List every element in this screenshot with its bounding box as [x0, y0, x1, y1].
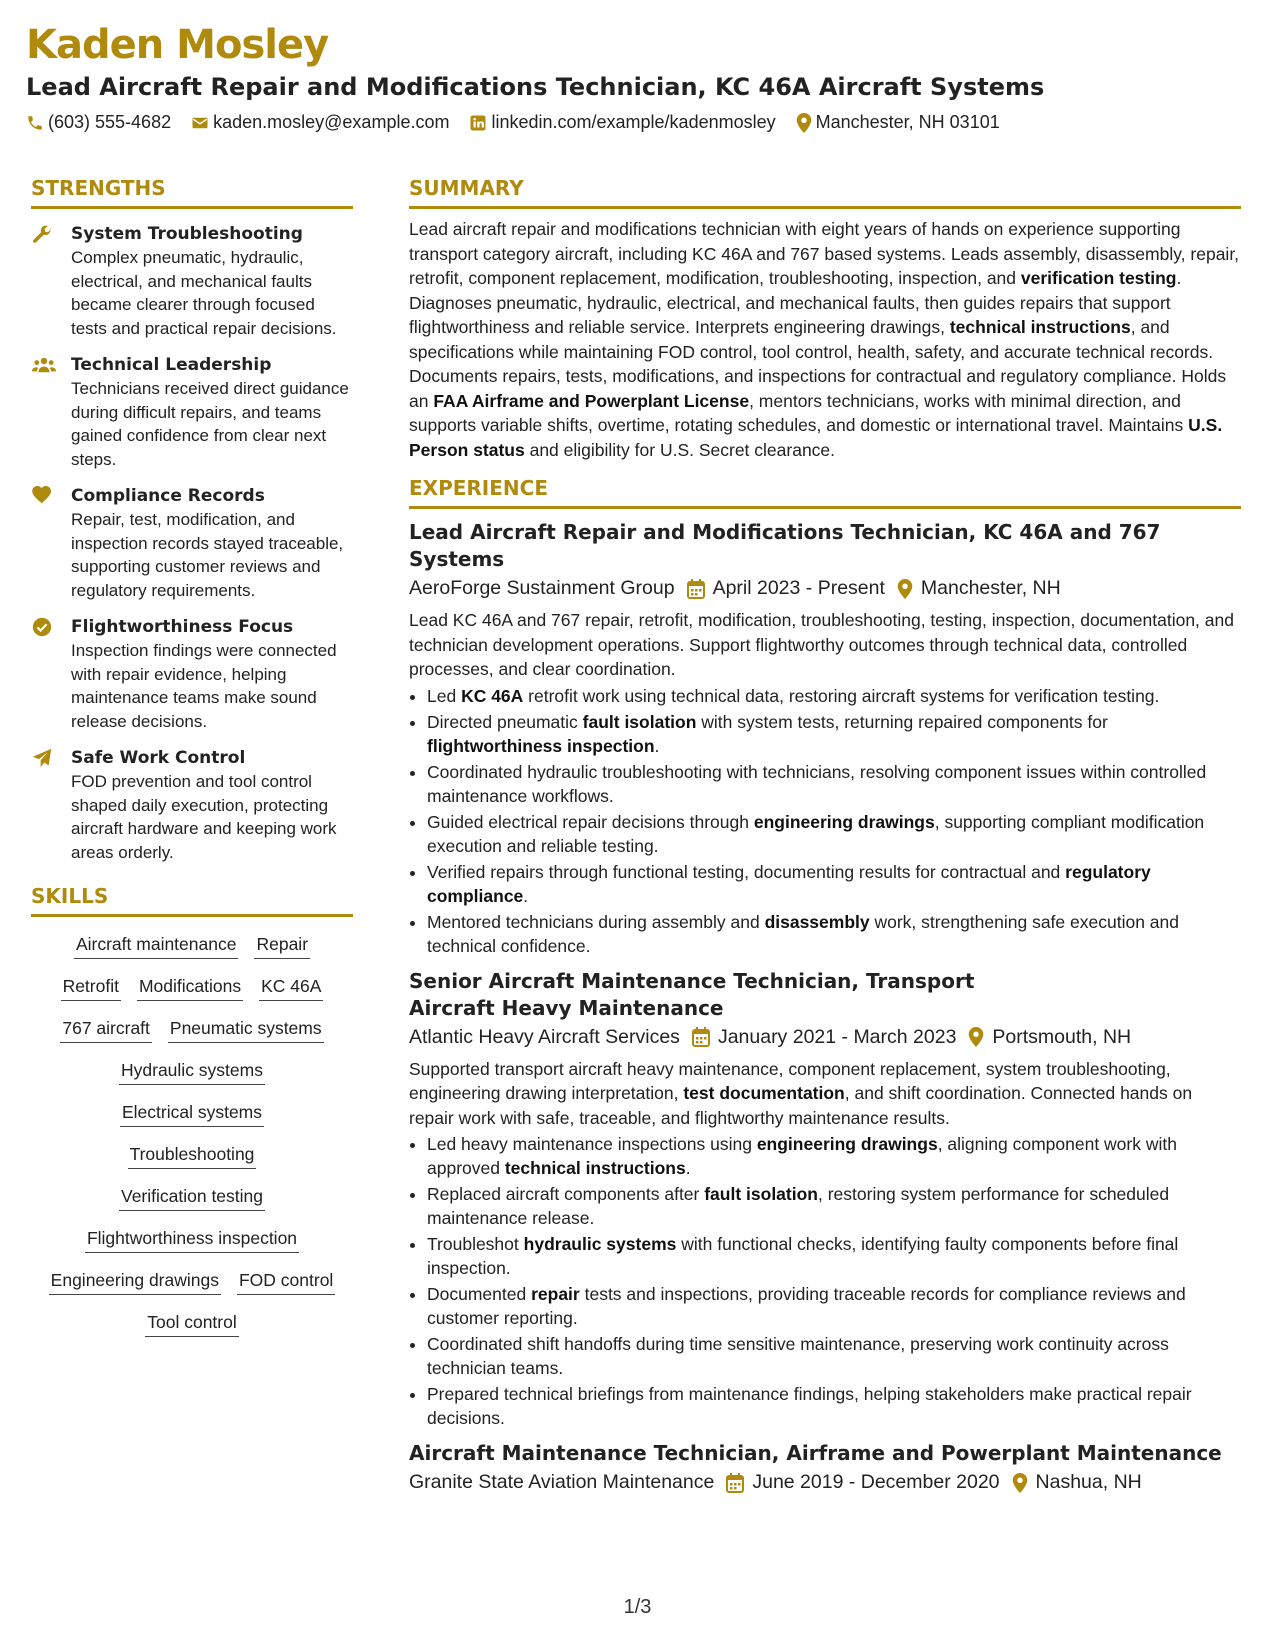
job-bullet: • Troubleshot hydraulic systems with functional checks, identifying faulty components before final inspection.	[427, 1232, 1241, 1280]
bold-keyword: FAA Airframe and Powerplant License	[433, 390, 750, 411]
job-title: Lead Aircraft Repair and Modifications Technician, KC 46A and 767 Systems	[409, 520, 1161, 571]
job-bullet: • Verified repairs through functional testing, documenting results for contractual and regulatory compliance.	[427, 860, 1241, 908]
strengths-heading: STRENGTHS	[31, 176, 353, 209]
job-bullet: • Led KC 46A retrofit work using technical data, restoring aircraft systems for verification testing.	[427, 684, 1241, 708]
strength-item	[31, 223, 353, 340]
job-bullet: • Mentored technicians during assembly and disassembly work, strengthening safe execution and technical confidence.	[427, 910, 1241, 958]
wrench-icon	[32, 224, 52, 249]
skill-row	[31, 976, 353, 1001]
bold-keyword: test documentation	[683, 1083, 845, 1103]
summary-text: Lead aircraft repair and modifications technician with eight years of hands on experience supporting transport category aircraft, including KC 46A and 767 based systems. Leads assembly, disassembly, repair, retrofit, component replacement, modification, troubleshooting, inspection, and verification testing. Diagnoses pneumatic, hydraulic, electrical, and mechanical faults, then guides repairs that support flightworthiness and reliable service. Interprets engineering drawings, technical instructions, and specifications while maintaining FOD control, tool control, health, safety, and accurate technical records. Documents repairs, tests, modifications, and inspections for contractual and regulatory compliance. Holds an FAA Airframe and Powerplant License, mentors technicians, works with minimal direction, and supports variable shifts, overtime, rotating schedules, and domestic or international travel. Maintains U.S. Person status and eligibility for U.S. Secret clearance.	[409, 219, 1240, 460]
skill-row	[31, 1228, 353, 1253]
job-location: Portsmouth, NH	[992, 1025, 1132, 1048]
bold-keyword: disassembly	[764, 911, 870, 932]
candidate-headline: Lead Aircraft Repair and Modifications Technician, KC 46A Aircraft Systems	[26, 73, 1045, 101]
skill-tag: Modifications	[137, 976, 243, 1001]
job-entry	[409, 968, 1241, 1431]
linkedin-text: linkedin.com/example/kadenmosley	[491, 112, 776, 132]
contact-bar	[26, 112, 1020, 133]
job-entry	[409, 1440, 1241, 1494]
skill-tag: Verification testing	[119, 1186, 265, 1211]
skill-tag: Troubleshooting	[128, 1144, 257, 1169]
bold-keyword: repair	[531, 1284, 580, 1304]
skill-row	[31, 1186, 353, 1211]
job-bullet: • Guided electrical repair decisions through engineering drawings, supporting compliant modification execution and reliable testing.	[427, 810, 1241, 858]
candidate-name: Kaden Mosley	[26, 22, 329, 68]
skill-row	[31, 1102, 353, 1127]
skill-tag: Aircraft maintenance	[74, 934, 239, 959]
calendar-icon	[726, 1473, 744, 1493]
strength-title: Technical Leadership	[71, 355, 272, 375]
strength-title: System Troubleshooting	[71, 224, 303, 244]
strength-item	[31, 354, 353, 471]
strength-title: Compliance Records	[71, 486, 265, 506]
job-title: Senior Aircraft Maintenance Technician, Transport Aircraft Heavy Maintenance	[409, 968, 975, 1020]
job-location: Nashua, NH	[1035, 1471, 1142, 1493]
envelope-icon	[191, 114, 209, 132]
skill-row	[31, 1270, 353, 1295]
strength-description: FOD prevention and tool control shaped daily execution, protecting aircraft hardware and keeping work areas orderly.	[71, 772, 337, 862]
job-meta	[409, 1471, 1241, 1494]
strength-item	[31, 485, 353, 602]
skills-heading: SKILLS	[31, 884, 353, 917]
strength-description: Complex pneumatic, hydraulic, electrical, and mechanical faults became clearer through focused tests and practical repair decisions.	[71, 248, 337, 338]
job-entry	[409, 519, 1241, 958]
right-column	[409, 176, 1241, 1494]
skill-row	[31, 1018, 353, 1043]
strength-title: Flightworthiness Focus	[71, 617, 294, 637]
strength-title: Safe Work Control	[71, 748, 246, 768]
job-title: Aircraft Maintenance Technician, Airframe and Powerplant Maintenance	[409, 1441, 1222, 1465]
job-company: AeroForge Sustainment Group	[409, 577, 675, 599]
skill-tag: 767 aircraft	[60, 1018, 152, 1043]
skill-tag: Hydraulic systems	[119, 1060, 265, 1085]
job-bullet: • Documented repair tests and inspections, providing traceable records for compliance reviews and customer reporting.	[427, 1282, 1241, 1330]
strength-description: Inspection findings were connected with repair evidence, helping maintenance teams make sound release decisions.	[71, 641, 337, 731]
job-bullets	[409, 684, 1241, 958]
bold-keyword: hydraulic systems	[523, 1234, 677, 1254]
users-icon	[32, 355, 56, 380]
contact-linkedin[interactable]	[469, 112, 775, 133]
job-meta	[409, 577, 1241, 600]
contact-email[interactable]	[191, 112, 449, 133]
job-summary: Lead KC 46A and 767 repair, retrofit, modification, troubleshooting, testing, inspection, documentation, and technician development operations. Support flightworthy outcomes through technical data, controlled processes, and clear coordination.	[409, 610, 1234, 679]
job-bullet: • Coordinated shift handoffs during time sensitive maintenance, preserving work continuity across technician teams.	[427, 1332, 1241, 1380]
heart-icon	[32, 486, 52, 509]
bold-keyword: flightworthiness inspection	[427, 735, 655, 756]
job-bullet: • Directed pneumatic fault isolation with system tests, returning repaired components for flightworthiness inspection.	[427, 710, 1241, 758]
strength-item	[31, 747, 353, 864]
experience-heading: EXPERIENCE	[409, 476, 1241, 509]
map-pin-icon	[897, 579, 913, 599]
bold-keyword: U.S. Person status	[409, 415, 1223, 460]
check-circle-icon	[32, 617, 52, 642]
job-bullets	[409, 1132, 1241, 1430]
calendar-icon	[687, 579, 705, 599]
skill-tag: Engineering drawings	[49, 1270, 221, 1295]
contact-phone[interactable]	[26, 112, 171, 133]
job-bullet: • Prepared technical briefings from maintenance findings, helping stakeholders make practical repair decisions.	[427, 1382, 1241, 1430]
left-column	[31, 176, 353, 1337]
skill-tag: Repair	[254, 934, 310, 959]
job-location: Manchester, NH	[920, 577, 1061, 599]
skill-tag: KC 46A	[259, 976, 323, 1001]
strength-description: Technicians received direct guidance during difficult repairs, and teams gained confidence from clear next steps.	[71, 379, 349, 469]
skill-tag: FOD control	[237, 1270, 335, 1295]
job-dates: June 2019 - December 2020	[752, 1471, 1000, 1493]
skill-tag: Flightworthiness inspection	[85, 1228, 299, 1253]
paper-plane-icon	[32, 748, 52, 773]
map-pin-icon	[796, 113, 812, 133]
bold-keyword: fault isolation	[704, 1184, 818, 1204]
job-bullet: • Coordinated hydraulic troubleshooting with technicians, resolving component issues within controlled maintenance workflows.	[427, 760, 1241, 808]
map-pin-icon	[1012, 1473, 1028, 1493]
job-meta	[409, 1026, 1241, 1049]
skill-row	[31, 1312, 353, 1337]
skill-tag: Pneumatic systems	[168, 1018, 324, 1043]
job-summary: Supported transport aircraft heavy maintenance, component replacement, system troubleshooting, engineering drawing interpretation, test documentation, and shift coordination. Connected hands on repair work with safe, traceable, and flightworthy maintenance results.	[409, 1058, 1193, 1128]
skill-row	[31, 1060, 353, 1085]
contact-location	[796, 112, 1000, 133]
bold-keyword: technical instructions	[949, 317, 1131, 337]
summary-heading: SUMMARY	[409, 176, 1241, 209]
page-number: 1/3	[623, 1596, 652, 1618]
job-bullet: • Led heavy maintenance inspections using engineering drawings, aligning component work with approved technical instructions.	[427, 1132, 1241, 1180]
strength-description: Repair, test, modification, and inspection records stayed traceable, supporting customer reviews and regulatory requirements.	[71, 510, 344, 600]
job-dates: January 2021 - March 2023	[717, 1025, 957, 1048]
email-text: kaden.mosley@example.com	[213, 112, 450, 132]
bold-keyword: regulatory compliance	[427, 861, 1151, 906]
job-company: Granite State Aviation Maintenance	[409, 1471, 715, 1493]
bold-keyword: fault isolation	[582, 711, 697, 732]
location-text: Manchester, NH 03101	[815, 112, 1000, 132]
job-bullet: • Replaced aircraft components after fault isolation, restoring system performance for scheduled maintenance release.	[427, 1182, 1241, 1230]
strength-item	[31, 616, 353, 733]
job-dates: April 2023 - Present	[712, 577, 885, 599]
linkedin-icon	[469, 114, 487, 132]
skill-row	[31, 934, 353, 959]
map-pin-icon	[968, 1027, 984, 1047]
bold-keyword: KC 46A	[461, 685, 524, 706]
skill-tag: Electrical systems	[120, 1102, 264, 1127]
bold-keyword: engineering drawings	[753, 811, 935, 832]
bold-keyword: technical instructions	[504, 1158, 686, 1178]
phone-icon	[26, 114, 44, 132]
bold-keyword: engineering drawings	[756, 1134, 938, 1154]
skill-tag: Retrofit	[61, 976, 121, 1001]
job-company: Atlantic Heavy Aircraft Services	[409, 1025, 680, 1048]
skill-tag: Tool control	[145, 1312, 239, 1337]
bold-keyword: verification testing	[1020, 268, 1177, 288]
skill-row	[31, 1144, 353, 1169]
phone-text: (603) 555-4682	[48, 112, 172, 132]
calendar-icon	[692, 1027, 710, 1047]
